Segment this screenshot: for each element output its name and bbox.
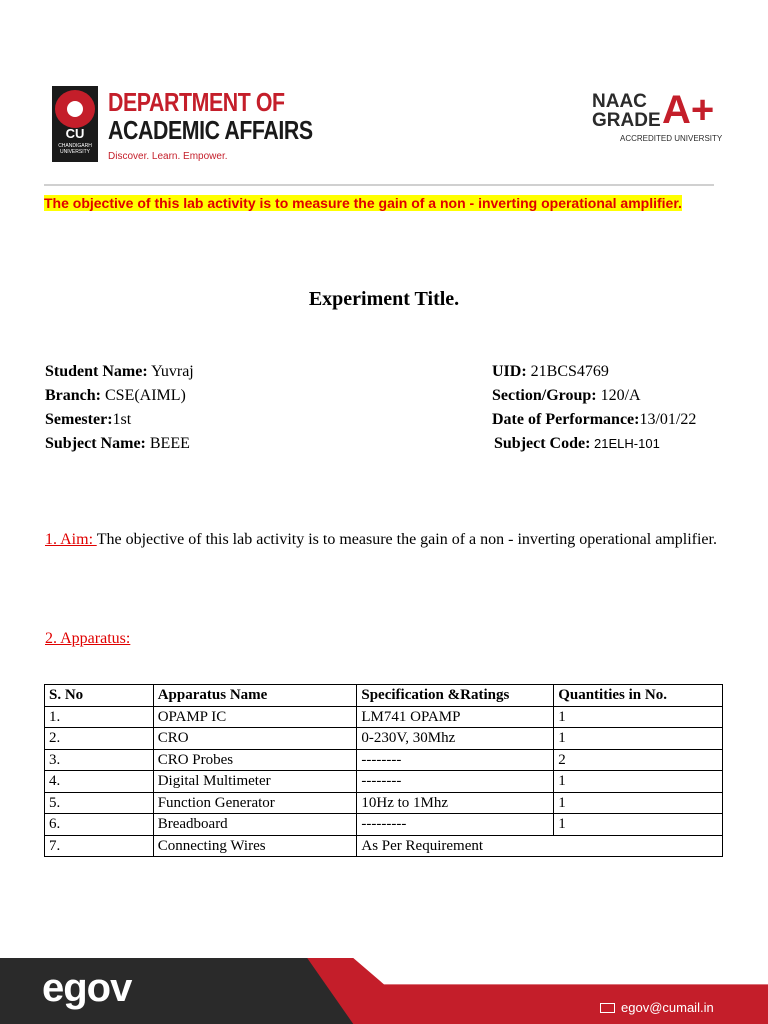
- table-cell: 7.: [45, 835, 154, 857]
- table-cell: 4.: [45, 771, 154, 793]
- table-row: [45, 728, 723, 750]
- semester-row: Semester:1st: [45, 411, 132, 428]
- naac-grade: A+: [662, 88, 715, 132]
- table-header-row: [45, 685, 723, 707]
- dept-line-1: DEPARTMENT OF: [108, 87, 285, 117]
- subject-code-row: Subject Code: 21ELH-101: [494, 435, 660, 452]
- department-title: [108, 88, 313, 144]
- tagline: Discover. Learn. Empower.: [108, 151, 228, 162]
- table-cell: ---------: [357, 814, 554, 836]
- subject-name-row: Subject Name: BEEE: [45, 435, 190, 452]
- experiment-title: Experiment Title.: [308, 288, 460, 310]
- table-row: [45, 814, 723, 836]
- objective-highlight: The objective of this lab activity is to measure the gain of a non - inverting operational amplifier.: [44, 195, 682, 211]
- egov-logo: egov: [42, 966, 132, 1010]
- grade-label: GRADE: [592, 110, 661, 131]
- table-cell: 1: [554, 792, 723, 814]
- aim-section: [45, 528, 725, 552]
- column-header: S. No: [45, 685, 154, 707]
- table-cell: Function Generator: [153, 792, 357, 814]
- table-cell: 1.: [45, 706, 154, 728]
- table-cell: 6.: [45, 814, 154, 836]
- table-cell: 1: [554, 771, 723, 793]
- section-row: Section/Group: 120/A: [492, 387, 641, 404]
- naac-accredited: ACCREDITED UNIVERSITY: [620, 134, 723, 143]
- naac-label: NAAC: [592, 91, 647, 112]
- column-header: Apparatus Name: [153, 685, 357, 707]
- header-divider: [44, 184, 714, 186]
- table-cell: 2: [554, 749, 723, 771]
- table-cell: 1: [554, 706, 723, 728]
- table-row: [45, 749, 723, 771]
- emblem-icon: [55, 90, 95, 128]
- logo-university: CHANDIGARH UNIVERSITY: [58, 143, 92, 155]
- date-row: Date of Performance:13/01/22: [492, 411, 697, 428]
- table-row: [45, 706, 723, 728]
- table-cell: 10Hz to 1Mhz: [357, 792, 554, 814]
- table-cell: CRO: [153, 728, 357, 750]
- letterhead: [0, 0, 768, 190]
- table-cell: 5.: [45, 792, 154, 814]
- table-cell: 1: [554, 814, 723, 836]
- dept-line-2: ACADEMIC AFFAIRS: [108, 115, 313, 145]
- student-name-row: Student Name: Yuvraj: [45, 363, 194, 380]
- aim-heading: 1. Aim:: [45, 531, 97, 548]
- table-cell: 2.: [45, 728, 154, 750]
- table-cell: Breadboard: [153, 814, 357, 836]
- table-cell: --------: [357, 749, 554, 771]
- branch-row: Branch: CSE(AIML): [45, 387, 186, 404]
- table-cell: CRO Probes: [153, 749, 357, 771]
- table-cell: 1: [554, 728, 723, 750]
- table-cell: As Per Requirement: [357, 835, 723, 857]
- aim-text: The objective of this lab activity is to measure the gain of a non - inverting operational amplifier.: [96, 531, 717, 548]
- university-logo: [52, 86, 98, 162]
- table-cell: 0-230V, 30Mhz: [357, 728, 554, 750]
- footer-email: egov@cumail.in: [600, 1000, 714, 1015]
- column-header: Specification &Ratings: [357, 685, 554, 707]
- table-cell: Connecting Wires: [153, 835, 357, 857]
- table-row: [45, 792, 723, 814]
- uid-row: UID: 21BCS4769: [492, 363, 609, 380]
- apparatus-table: [44, 684, 723, 857]
- apparatus-heading: 2. Apparatus:: [45, 630, 131, 647]
- table-cell: LM741 OPAMP: [357, 706, 554, 728]
- table-cell: --------: [357, 771, 554, 793]
- column-header: Quantities in No.: [554, 685, 723, 707]
- table-row: [45, 835, 723, 857]
- naac-badge: [592, 88, 723, 148]
- mail-icon: [600, 1003, 615, 1013]
- table-cell: 3.: [45, 749, 154, 771]
- table-cell: Digital Multimeter: [153, 771, 357, 793]
- logo-abbrev: CU: [65, 126, 85, 141]
- table-cell: OPAMP IC: [153, 706, 357, 728]
- table-row: [45, 771, 723, 793]
